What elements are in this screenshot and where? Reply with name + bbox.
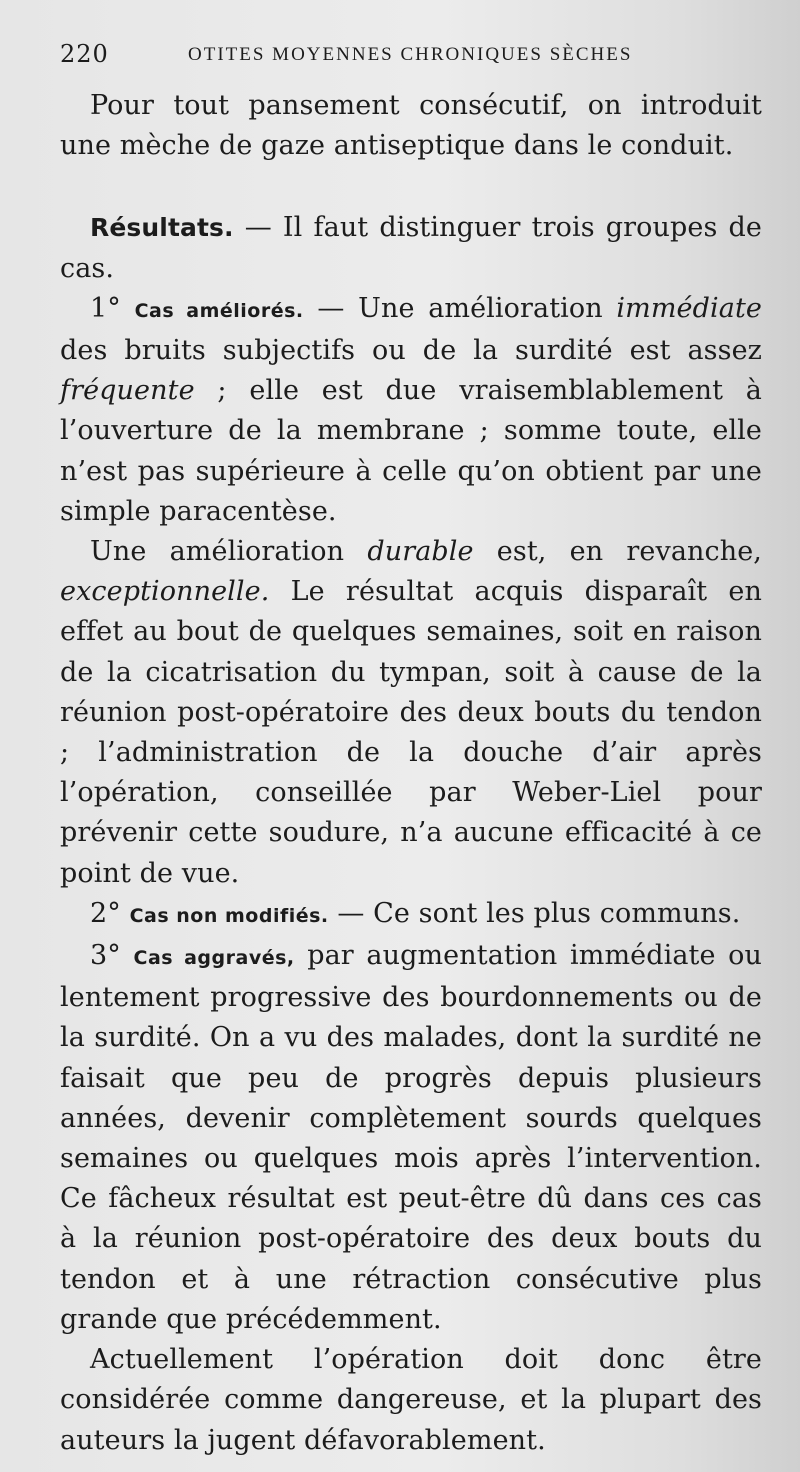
paragraph-text: des bruits subjectifs ou de la surdité est assez <box>60 335 762 367</box>
paragraph-results <box>60 208 762 288</box>
paragraph-text: — Ce sont les plus communs. <box>328 897 741 929</box>
paragraph-text: — Une amélioration <box>303 292 617 324</box>
paragraph-text: Le résultat acquis disparaît en effet au bout de quelques semaines, soit en raison de la cicatrisation du tympan, soit à cause de la réunion post-opératoire des deux bouts du tendon ; l’administration de la douche d’air après l’opération, conseillée par Weber-Liel pour prévenir cette soudure, n’a aucune efficacité à ce point de vue. <box>60 576 762 889</box>
paragraph-text: Une amélioration <box>90 536 368 568</box>
page-number: 220 <box>60 40 109 68</box>
page-body <box>60 86 762 1461</box>
running-title: OTITES MOYENNES CHRONIQUES SÈCHES <box>188 44 633 65</box>
paragraph-unchanged-cases <box>60 894 762 936</box>
emphasis: durable <box>367 536 474 568</box>
paragraph-durable <box>60 532 762 894</box>
paragraph-improved-cases <box>60 289 762 532</box>
emphasis: exceptionnelle. <box>60 576 270 608</box>
paragraph-aggravated-cases <box>60 936 762 1340</box>
item-number: 2° <box>90 897 121 929</box>
paragraph-text: — Il faut distinguer trois groupes de cas. <box>60 212 762 284</box>
item-number: 1° <box>90 292 121 324</box>
section-heading-results: Résultats. <box>90 213 234 243</box>
subheading-unchanged: Cas non modifiés. <box>129 904 329 927</box>
paragraph-text: par augmentation immédiate ou lentement progressive des bourdonnements ou de la surdité. On a vu des malades, dont la surdité ne faisait que peu de progrès depuis plusieurs années, devenir complètement sourds quelques semaines ou quelques mois après l’intervention. Ce fâcheux résultat est peut-être dû dans ces cas à la réunion post-opératoire des deux bouts du tendon et à une rétraction consécutive plus grande que précédemment. <box>60 940 763 1335</box>
subheading-aggravated: Cas aggravés, <box>133 947 295 970</box>
subheading-improved: Cas améliorés. <box>134 299 304 322</box>
paragraph-dressing <box>60 86 762 166</box>
paragraph-conclusion <box>60 1340 762 1461</box>
paragraph-text: Pour tout pansement consécutif, on introduit une mèche de gaze antiseptique dans le conduit. <box>60 90 762 162</box>
paragraph-text: Actuellement l’opération doit donc être considérée comme dangereuse, et la plupart des auteurs la jugent défavorablement. <box>60 1344 762 1456</box>
emphasis: fréquente <box>60 375 195 407</box>
emphasis: immédiate <box>616 292 762 324</box>
item-number: 3° <box>90 940 121 972</box>
paragraph-text: ; elle est due vraisemblablement à l’ouverture de la membrane ; somme toute, elle n’est pas supérieure à celle qu’on obtient par une simple paracentèse. <box>60 375 762 527</box>
page-header <box>60 40 700 76</box>
paragraph-text: est, en revanche, <box>473 536 762 568</box>
